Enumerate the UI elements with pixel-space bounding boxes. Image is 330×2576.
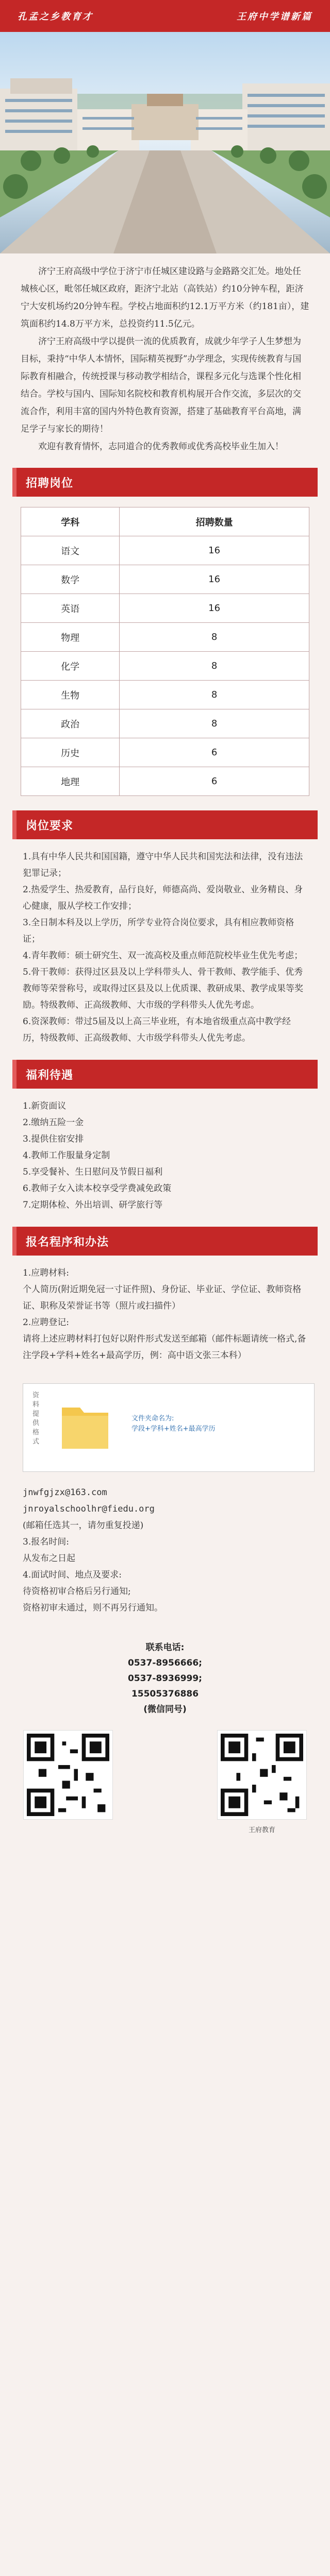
table-row: [21, 594, 309, 623]
table-row: [21, 623, 309, 652]
table-header-row: [21, 507, 309, 536]
phone-number[interactable]: 0537-8936999;: [128, 1673, 202, 1684]
subject-cell: 生物: [21, 681, 120, 709]
quantity-cell: 8: [120, 652, 309, 681]
school-introduction: [0, 253, 330, 468]
column-header-subject: 学科: [21, 507, 120, 536]
subject-cell: 地理: [21, 767, 120, 796]
folder-naming-pattern: 学段+学科+姓名+最高学历: [131, 1425, 216, 1433]
procedure-part-a: [0, 1256, 330, 1377]
qr-caption-right: 王府教育: [248, 1826, 275, 1834]
qr-code-left[interactable]: [24, 1731, 112, 1819]
intro-paragraph-3: 欢迎有教育情怀，志同道合的优秀教师或优秀高校毕业生加入！: [38, 442, 284, 452]
quantity-cell: 8: [120, 681, 309, 709]
email-link-2[interactable]: jnroyalschoolhr@fiedu.org: [23, 1504, 155, 1514]
folder-format-label: 资料提供格式: [32, 1392, 40, 1446]
folder-icon: [59, 1397, 111, 1454]
procedure-part-b: [0, 1478, 330, 1630]
quantity-cell: 8: [120, 709, 309, 738]
subject-cell: 化学: [21, 652, 120, 681]
requirement-item: 6.资深教师：带过5届及以上高三毕业班，有本地省级重点高中教学经历，特级教师、正高级教师、大市级学科带头人优先考虑。: [23, 1016, 291, 1043]
benefit-item: 2.缴纳五险一金: [23, 1117, 84, 1128]
subject-cell: 物理: [21, 623, 120, 652]
phone-number[interactable]: 0537-8956666;: [128, 1658, 202, 1668]
benefit-item: 7.定期体检、外出培训、研学旅行等: [23, 1200, 163, 1210]
campus-illustration: [0, 32, 330, 253]
folder-naming-title: 文件夹命名为:: [131, 1415, 174, 1422]
procedure-line: 3.报名时间:: [23, 1537, 69, 1547]
intro-paragraph-2: 济宁王府高级中学以提供一流的优质教育，成就少年学子人生梦想为目标，秉持“中华人本情怀，国际精英视野”办学理念，实现传统教育与国际教育相融合，传统授课与移动教学相结合，课程多元化与选课个性化相结合。学校与国内、国际知名院校和教育机构展开合作交流，多层次的交流合作，利用丰富的国内外特色教育资源，搭建了基础教育平台高地，满足学子与家长的期待！: [21, 336, 302, 434]
section-heading-positions: 招聘岗位: [12, 468, 318, 497]
requirements-list: [0, 839, 330, 1060]
subject-cell: 语文: [21, 536, 120, 565]
procedure-line: 2.应聘登记:: [23, 1317, 69, 1328]
procedure-line: 资格初审未通过，则不再另行通知。: [23, 1603, 163, 1613]
subject-cell: 政治: [21, 709, 120, 738]
wechat-note: (微信同号): [143, 1704, 187, 1715]
table-row: [21, 709, 309, 738]
top-banner: [0, 0, 330, 32]
positions-table-container: [0, 497, 330, 810]
quantity-cell: 16: [120, 565, 309, 594]
folder-naming-rule: [131, 1414, 216, 1434]
requirement-item: 4.青年教师：硕士研究生、双一流高校及重点师范院校毕业生优先考虑；: [23, 951, 303, 961]
contact-title: 联系电话:: [145, 1642, 185, 1653]
table-row: [21, 536, 309, 565]
section-heading-procedure: 报名程序和办法: [12, 1227, 318, 1256]
qr-code-right[interactable]: [218, 1731, 306, 1819]
contact-info: [0, 1640, 330, 1717]
qr-code-row: [0, 1717, 330, 1834]
subject-cell: 历史: [21, 738, 120, 767]
procedure-line: 4.面试时间、地点及要求:: [23, 1570, 122, 1580]
email-note: (邮箱任选其一，请勿重复投递): [23, 1520, 144, 1531]
campus-hero-image: [0, 32, 330, 253]
procedure-line: 1.应聘材料:: [23, 1268, 69, 1278]
requirement-item: 5.骨干教师：获得过区县及以上学科带头人、骨干教师、教学能手、优秀教师等荣誉称号，或取得过区县及以上优质课、教研成果、教学成果等奖励。特级教师、正高级教师、大市级的学科带头人优先考虑。: [23, 967, 303, 1010]
banner-slogan-right: 王府中学谱新篇: [237, 11, 312, 22]
quantity-cell: 16: [120, 536, 309, 565]
requirement-item: 2.热爱学生、热爱教育，品行良好，师德高尚、爱岗敬业、业务精良、身心健康，服从学校工作安排；: [23, 885, 303, 911]
positions-table: [21, 507, 309, 796]
intro-paragraph-1: 济宁王府高级中学位于济宁市任城区建设路与金路路交汇处。地处任城核心区，毗邻任城区政府，距济宁北站（高铁站）约10分钟车程，距济宁大安机场约20分钟车程。学校占地面积约12.1万平方米（约181亩），建筑面积约14.8万平方米，总投资约11.5亿元。: [21, 266, 309, 329]
phone-number[interactable]: 15505376886: [131, 1689, 199, 1699]
column-header-quantity: 招聘数量: [120, 507, 309, 536]
table-row: [21, 565, 309, 594]
procedure-line: 个人简历(附近期免冠一寸证件照)、身份证、毕业证、学位证、教师资格证、职称及荣誉证书等（照片或扫描件）: [23, 1284, 302, 1311]
section-heading-requirements: 岗位要求: [12, 810, 318, 839]
procedure-line: 待资格初审合格后另行通知;: [23, 1586, 131, 1597]
benefit-item: 5.享受餐补、生日慰问及节假日福利: [23, 1167, 163, 1177]
benefits-list: [0, 1089, 330, 1227]
subject-cell: 英语: [21, 594, 120, 623]
quantity-cell: 6: [120, 738, 309, 767]
procedure-line: 请将上述应聘材料打包好以附件形式发送至邮箱（邮件标题请统一格式,备注学段+学科+姓名+最高学历，例：高中语文张三本科）: [23, 1334, 306, 1361]
email-link-1[interactable]: jnwfgjzx@163.com: [23, 1487, 107, 1498]
quantity-cell: 8: [120, 623, 309, 652]
table-row: [21, 652, 309, 681]
table-row: [21, 767, 309, 796]
benefit-item: 1.新资面议: [23, 1101, 67, 1111]
banner-slogan-left: 孔孟之乡教育才: [18, 11, 93, 22]
benefit-item: 3.提供住宿安排: [23, 1134, 84, 1144]
benefit-item: 4.教师工作服量身定制: [23, 1150, 110, 1161]
subject-cell: 数学: [21, 565, 120, 594]
procedure-line: 从发布之日起: [23, 1553, 75, 1564]
qr-right-block: [218, 1731, 306, 1834]
requirement-item: 3.全日制本科及以上学历，所学专业符合岗位要求，具有相应教师资格证；: [23, 918, 294, 944]
quantity-cell: 16: [120, 594, 309, 623]
requirement-item: 1.具有中华人民共和国国籍，遵守中华人民共和国宪法和法律，没有违法犯罪记录；: [23, 852, 303, 878]
quantity-cell: 6: [120, 767, 309, 796]
benefit-item: 6.教师子女入读本校享受学费减免政策: [23, 1183, 172, 1194]
table-row: [21, 681, 309, 709]
file-format-example: [23, 1383, 315, 1472]
table-row: [21, 738, 309, 767]
section-heading-benefits: 福利待遇: [12, 1060, 318, 1089]
qr-left-block: [24, 1731, 112, 1834]
